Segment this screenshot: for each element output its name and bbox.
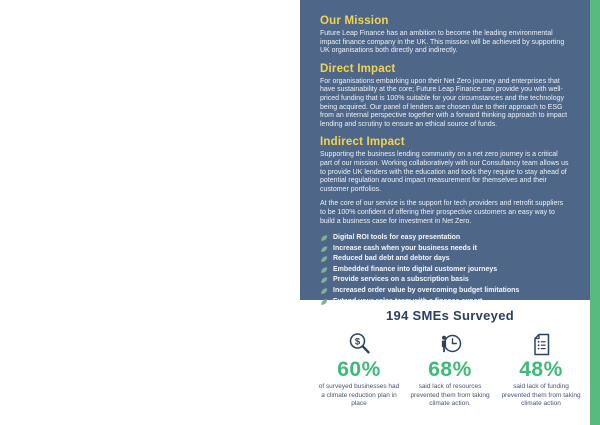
leaf-icon <box>320 245 328 253</box>
section-paragraph: At the core of our service is the support for tech providers and retrofit suppliers to be 100% confident of offering their prospective customers an easy way to build a business case for investment in Net Zero. <box>320 200 564 225</box>
list-item-label: Reduced bad debt and debtor days <box>333 255 450 263</box>
section-paragraph: Future Leap Finance has an ambition to become the leading environmental impact finance company in the UK. This mission will be achieved by supporting UK organisations both directly and indirectly. <box>320 30 565 55</box>
section-heading: Indirect Impact <box>320 136 405 149</box>
leaf-icon <box>320 234 328 242</box>
list-item-label: Increased order value by overcoming budget limitations <box>333 287 520 295</box>
list-item-label: Embedded finance into digital customer journeys <box>333 265 498 273</box>
list-item-label: Digital ROI tools for easy presentation <box>333 234 461 242</box>
document-checklist-icon <box>528 331 555 358</box>
section-heading: Our Mission <box>320 15 389 27</box>
list-item <box>320 287 570 295</box>
svg-text:$: $ <box>354 336 360 348</box>
list-item-label: Increase cash when your business needs it <box>333 244 477 252</box>
benefits-list <box>320 234 570 306</box>
list-item <box>320 245 570 253</box>
list-item-label: Extend your sales team with a finance expert <box>333 297 483 305</box>
stat-climate-plan <box>314 331 404 409</box>
stat-lack-of-resources <box>405 331 495 409</box>
leaf-icon <box>320 276 328 284</box>
list-item-label: Provide services on a subscription basis <box>333 276 469 284</box>
stats-row <box>314 331 586 409</box>
stat-value: 60% <box>337 358 381 381</box>
list-item <box>320 298 570 306</box>
leaf-icon <box>320 255 328 263</box>
leaf-icon <box>320 266 328 274</box>
list-item <box>320 266 570 274</box>
magnifier-dollar-icon <box>346 331 373 358</box>
survey-title: 194 SMEs Surveyed <box>386 308 514 323</box>
list-item <box>320 276 570 284</box>
section-our-mission <box>320 15 570 56</box>
stat-description: of surveyed businesses had a climate reduction plan in place <box>318 383 400 408</box>
leaf-icon <box>320 298 328 306</box>
stat-lack-of-funding <box>496 331 586 409</box>
stat-value: 48% <box>519 358 563 381</box>
stat-value: 68% <box>428 358 472 381</box>
section-paragraph: For organisations embarking upon their Net Zero journey and enterprises that have sustainability at the core; Future Leap Finance can provide you with well-priced funding that is 100% suitable for your circumstances and the technology being acquired. Our panel of lenders are chosen due to their approach to ESG from an internal perspective together with a forward thinking approach to impact lending and scrutiny to ensure an ethical source of funds. <box>320 77 568 128</box>
leaf-icon <box>320 287 328 295</box>
list-item <box>320 234 570 242</box>
person-clock-icon <box>437 331 464 358</box>
stat-description: said lack of resources prevented them from taking climate action. <box>410 383 490 408</box>
mission-panel <box>300 0 590 305</box>
section-heading: Direct Impact <box>320 62 396 75</box>
section-paragraph: Supporting the business lending community on a net zero journey is a critical part of our mission. Working collaboratively with our Consultancy team allows us to provide UK lenders with the education and tools they require to stay ahead of potential regulation around impact measurement for themselves and their customer portfolios. <box>320 151 569 193</box>
survey-section <box>300 297 600 409</box>
section-direct-impact <box>320 63 570 130</box>
stat-description: said lack of funding prevented them from taking climate action <box>501 383 581 408</box>
list-item <box>320 255 570 263</box>
section-indirect-impact <box>320 136 570 226</box>
